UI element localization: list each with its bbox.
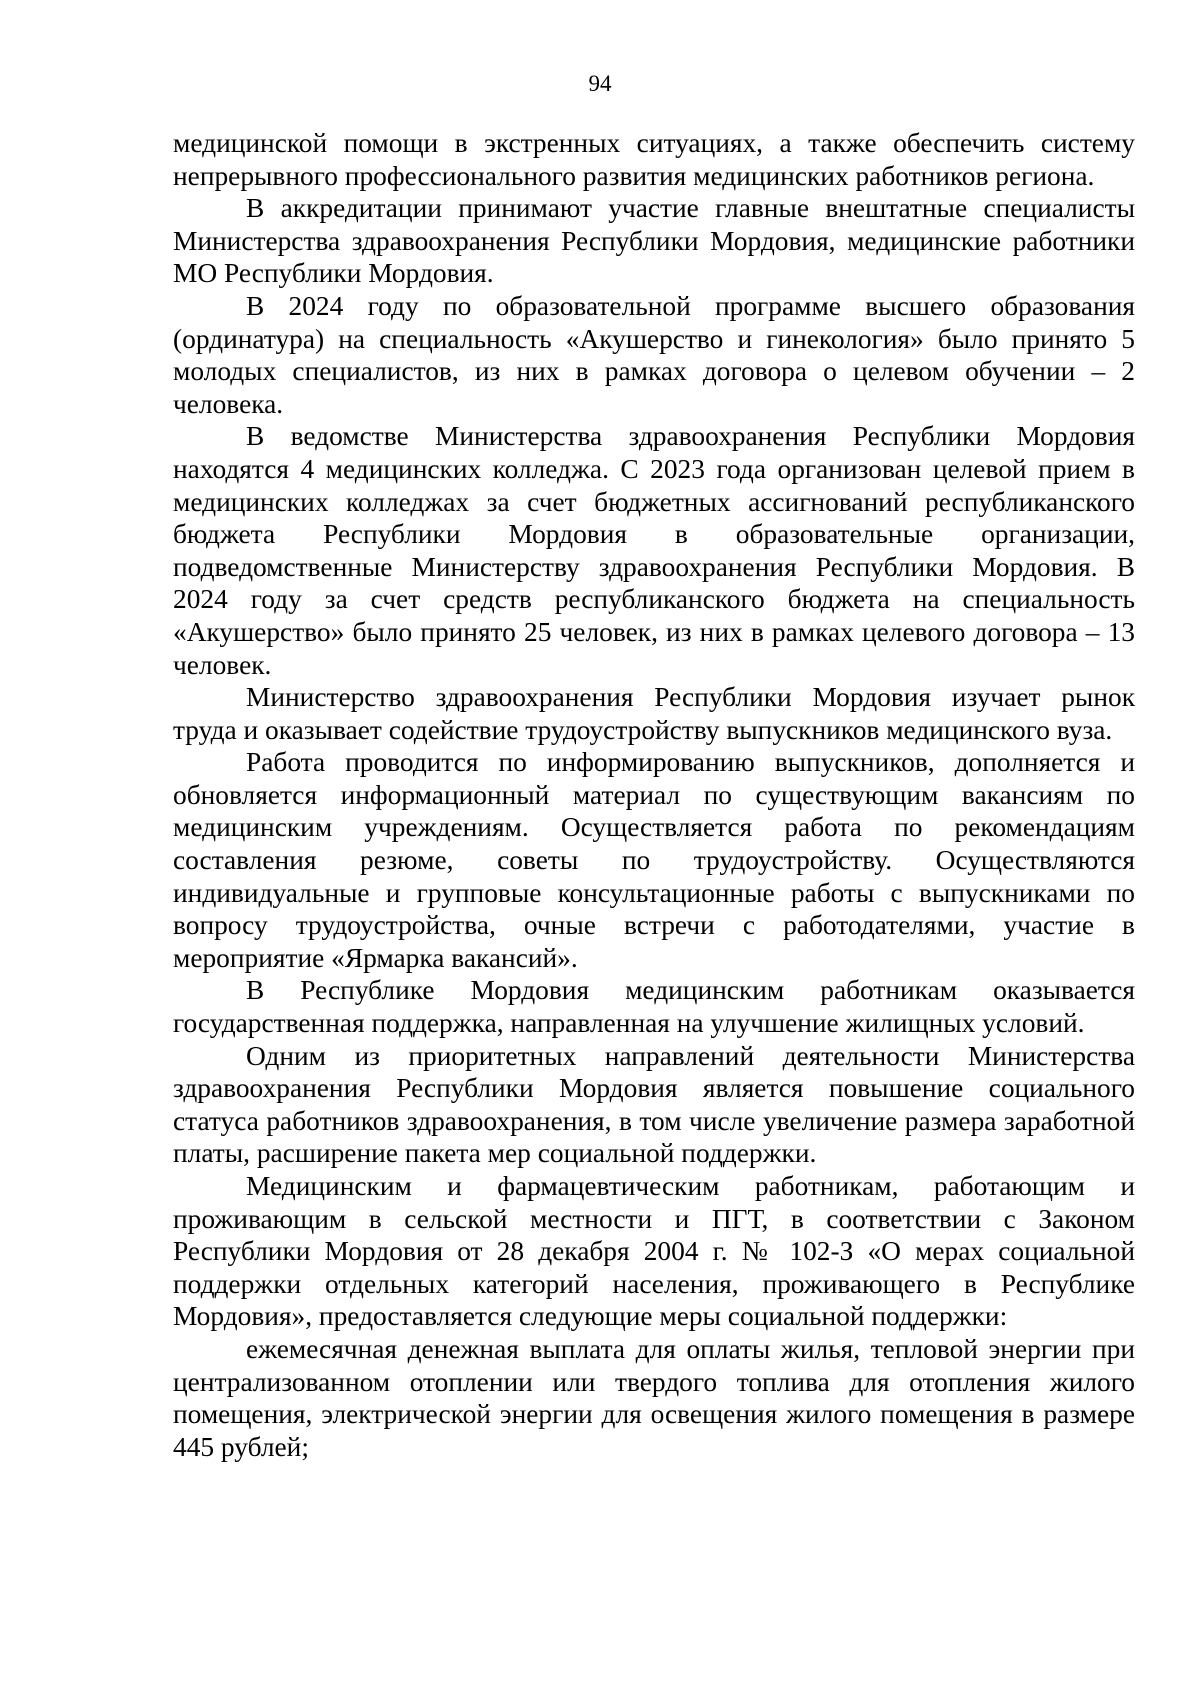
paragraph-continuation: медицинской помощи в экстренных ситуациях, а также обеспечить систему непрерывного профессионального развития медицинских работников региона. <box>173 128 1135 191</box>
paragraph-medical-colleges: В ведомстве Министерства здравоохранения Республики Мордовия находятся 4 медицинских колледжа. С 2023 года организован целевой прием в медицинских колледжах за счет бюджетных ассигнований республиканского бюджета Республики Мордовия в образовательные организации, подведомственные Министерству здравоохранения Республики Мордовия. В 2024 году за счет средств республиканского бюджета на специальность «Акушерство» было принято 25 человек, из них в рамках целевого договора – 13 человек. <box>173 421 1135 680</box>
paragraph-residency-admission: В 2024 году по образовательной программе высшего образования (ординатура) на специальность «Акушерство и гинекология» было принято 5 молодых специалистов, из них в рамках договора о целевом обучении – 2 человека. <box>173 290 1135 419</box>
document-body <box>173 127 1135 1463</box>
paragraph-priority-directions: Одним из приоритетных направлений деятельности Министерства здравоохранения Республики Мордовия является повышение социального статуса работников здравоохранения, в том числе увеличение размера заработной платы, расширение пакета мер социальной поддержки. <box>173 1040 1135 1169</box>
paragraph-labor-market: Министерство здравоохранения Республики Мордовия изучает рынок труда и оказывает содействие трудоустройству выпускников медицинского вуза. <box>173 682 1135 745</box>
page-number: 94 <box>588 71 612 96</box>
paragraph-rural-support-law: Медицинским и фармацевтическим работникам, работающим и проживающим в сельской местности и ПГТ, в соответствии с Законом Республики Мордовия от 28 декабря 2004 г. № 102-З «О мерах социальной поддержки отдельных категорий населения, проживающего в Республике Мордовия», предоставляется следующие меры социальной поддержки: <box>173 1171 1135 1332</box>
paragraph-monthly-payment: ежемесячная денежная выплата для оплаты жилья, тепловой энергии при централизованном отоплении или твердого топлива для отопления жилого помещения, электрической энергии для освещения жилого помещения в размере 445 рублей; <box>173 1333 1135 1462</box>
paragraph-graduate-information: Работа проводится по информированию выпускников, дополняется и обновляется информационный материал по существующим вакансиям по медицинским учреждениям. Осуществляется работа по рекомендациям составления резюме, советы по трудоустройству. Осуществляются индивидуальные и групповые консультационные работы с выпускниками по вопросу трудоустройства, очные встречи с работодателями, участие в мероприятие «Ярмарка вакансий». <box>173 747 1135 973</box>
paragraph-accreditation-participants: В аккредитации принимают участие главные внештатные специалисты Министерства здравоохранения Республики Мордовия, медицинские работники МО Республики Мордовия. <box>173 193 1135 289</box>
paragraph-housing-support: В Республике Мордовия медицинским работникам оказывается государственная поддержка, направленная на улучшение жилищных условий. <box>173 975 1135 1039</box>
